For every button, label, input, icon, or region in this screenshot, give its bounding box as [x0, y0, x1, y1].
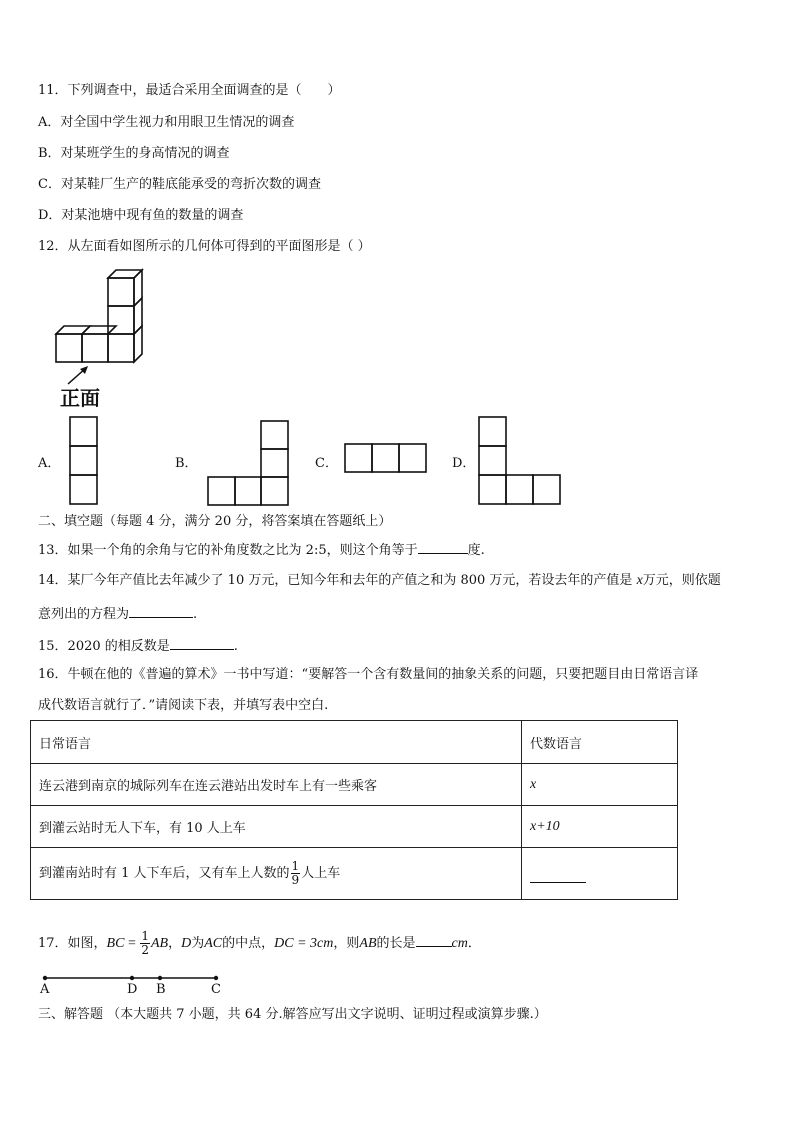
- q17-mid1: ，: [168, 936, 182, 951]
- q15: [38, 636, 238, 656]
- q15-tail: .: [233, 639, 238, 654]
- q17-frac-num: 1: [141, 929, 149, 943]
- row3-algebra-blank[interactable]: [530, 869, 586, 883]
- q14-line1-tail: 万元，则依题: [642, 573, 721, 588]
- q13: [38, 540, 485, 560]
- q17-mid5: 的长是: [376, 936, 416, 951]
- row3-fraction: [291, 860, 301, 887]
- q17-prefix: 17．如图，: [38, 936, 107, 951]
- row2-daily: 到灌云站时无人下车，有 10 人上车: [31, 806, 522, 848]
- q17-bc: BC: [106, 936, 125, 951]
- q14-line2-tail: .: [193, 607, 198, 622]
- choice-d-figure: [478, 416, 562, 506]
- q17-frac-den: 2: [141, 943, 149, 957]
- point-label-c: C: [211, 982, 221, 997]
- q12-stem: 12．从左面看如图所示的几何体可得到的平面图形是（ ）: [38, 239, 371, 254]
- q13-tail: 度.: [467, 543, 485, 558]
- choice-c-figure: [344, 443, 428, 475]
- row3-daily-after: 人上车: [301, 866, 341, 881]
- row1-daily: 连云港到南京的城际列车在连云港站出发时车上有一些乘客: [31, 764, 522, 806]
- q17-equals: =: [124, 936, 140, 951]
- q11-option-d: D．对某池塘中现有鱼的数量的调查: [38, 208, 244, 223]
- q17-mid4: ，则: [333, 936, 360, 951]
- table-row: [31, 806, 678, 848]
- choice-b-figure: [207, 420, 291, 508]
- q16-line1: 16．牛顿在他的《普遍的算术》一书中写道：“要解答一个含有数量间的抽象关系的问题，只要把题目由日常语言译: [38, 667, 699, 682]
- q17-dc: DC = 3cm: [274, 936, 334, 951]
- q14-line2-text: 意列出的方程为: [38, 607, 130, 622]
- point-d: [130, 976, 134, 980]
- row2-algebra: x+10: [522, 806, 678, 848]
- row3-algebra: [522, 848, 678, 900]
- q17-mid3: 的中点，: [222, 936, 275, 951]
- q17-ac: AC: [204, 936, 223, 951]
- choice-a-figure: [69, 416, 99, 506]
- q15-text: 15．2020 的相反数是: [38, 639, 170, 654]
- q14-var: x: [636, 573, 643, 588]
- q17-d: D: [181, 936, 192, 951]
- q14-line2: [38, 604, 197, 624]
- choice-b-label: B．: [175, 456, 198, 471]
- q12-solid-figure: [50, 268, 160, 373]
- point-a: [43, 976, 47, 980]
- header-daily: 日常语言: [31, 721, 522, 764]
- choice-c-label: C．: [315, 456, 338, 471]
- q11-option-a: A．对全国中学生视力和用眼卫生情况的调查: [38, 115, 295, 130]
- point-label-a: A: [40, 982, 50, 997]
- choice-d-label: D．: [452, 456, 476, 471]
- row3-frac-den: 9: [291, 873, 300, 887]
- point-b: [158, 976, 162, 980]
- q13-text: 13．如果一个角的余角与它的补角度数之比为 2:5，则这个角等于: [38, 543, 418, 558]
- q17: [38, 930, 481, 957]
- row3-daily-before: 到灌南站时有 1 人下车后，又有车上人数的: [39, 866, 290, 881]
- q17-mid2: 为: [191, 936, 205, 951]
- header-algebra: 代数语言: [522, 721, 678, 764]
- language-table: [30, 720, 678, 900]
- table-header-row: [31, 721, 678, 764]
- row3-frac-num: 1: [291, 859, 300, 873]
- q11-option-b: B．对某班学生的身高情况的调查: [38, 146, 230, 161]
- row3-daily: [31, 848, 522, 900]
- q14-text: 14．某厂今年产值比去年减少了 10 万元，已知今年和去年的产值之和为 800 万元，若设去年的产值是: [38, 573, 633, 588]
- row1-algebra: x: [522, 764, 678, 806]
- q13-blank[interactable]: [418, 540, 468, 554]
- q14-blank[interactable]: [129, 604, 193, 618]
- table-row: [31, 848, 678, 900]
- point-label-d: D: [127, 982, 138, 997]
- section3-heading: 三、解答题 （本大题共 7 小题，共 64 分.解答应写出文字说明、证明过程或演算步骤.）: [38, 1007, 547, 1022]
- q14-line1: [38, 572, 721, 590]
- section2-heading: 二、填空题（每题 4 分，满分 20 分，将答案填在答题纸上）: [38, 514, 392, 529]
- q11-stem: 11．下列调查中，最适合采用全面调查的是（ ）: [38, 83, 341, 98]
- table-row: [31, 764, 678, 806]
- q17-unit: cm: [451, 936, 468, 951]
- q11-option-c: C．对某鞋厂生产的鞋底能承受的弯折次数的调查: [38, 177, 321, 192]
- q17-end: ．: [467, 936, 481, 951]
- point-label-b: B: [156, 982, 166, 997]
- front-label: 正面: [60, 386, 100, 410]
- q17-fraction: [140, 930, 150, 957]
- q16-line2: 成代数语言就行了．”请阅读下表，并填写表中空白.: [38, 698, 329, 713]
- q17-blank[interactable]: [416, 933, 452, 947]
- q17-ab: AB: [150, 936, 169, 951]
- point-c: [214, 976, 218, 980]
- q15-blank[interactable]: [170, 636, 234, 650]
- choice-a-label: A．: [38, 456, 61, 471]
- q17-ab-2: AB: [359, 936, 377, 951]
